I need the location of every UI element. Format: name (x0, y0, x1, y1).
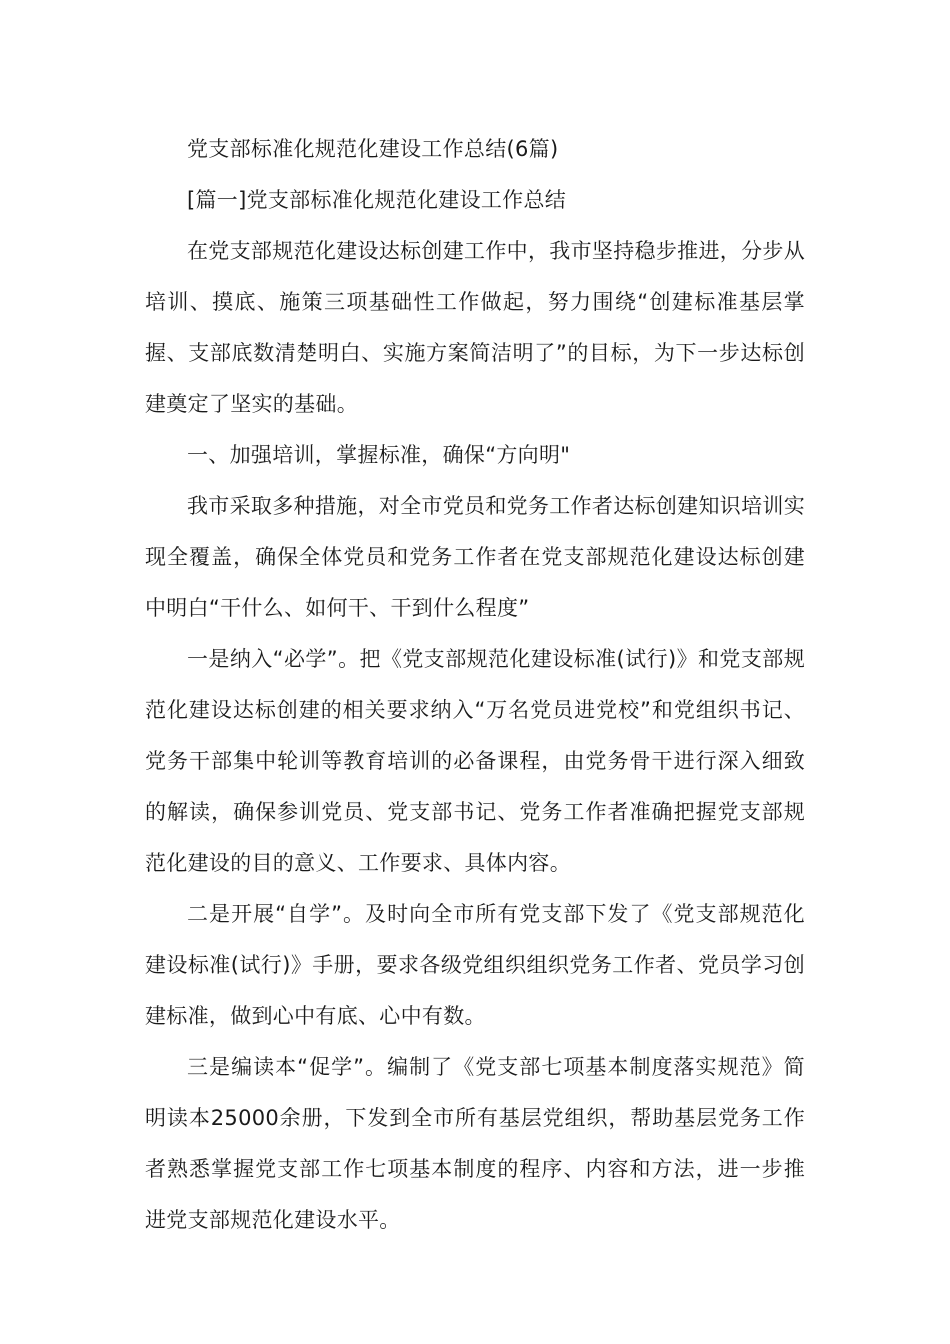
paragraph-heading-one: 一、加强培训，掌握标准，确保“方向明" (187, 443, 571, 467)
paragraph-reader-learn: 三是编读本“促学”。编制了《党支部七项基本制度落实规范》简明读本25000余册，下发到全市所有基层党组织，帮助基层党务工作者熟悉掌握党支部工作七项基本制度的程序、内容和方法，进一步推进党支部规范化建设水平。 (145, 1055, 805, 1232)
section-heading: [篇一]党支部标准化规范化建设工作总结 (187, 188, 567, 212)
document-body (145, 124, 805, 1246)
paragraph-self-learn: 二是开展“自学”。及时向全市所有党支部下发了《党支部规范化建设标准(试行)》手册，要求各级党组织组织党务工作者、党员学习创建标准，做到心中有底、心中有数。 (145, 902, 805, 1028)
paragraph-must-learn: 一是纳入“必学”。把《党支部规范化建设标准(试行)》和党支部规范化建设达标创建的相关要求纳入“万名党员进党校”和党组织书记、党务干部集中轮训等教育培训的必备课程，由党务骨干进行深入细致的解读，确保参训党员、党支部书记、党务工作者准确把握党支部规范化建设的目的意义、工作要求、具体内容。 (145, 647, 805, 875)
paragraph-measures: 我市采取多种措施，对全市党员和党务工作者达标创建知识培训实现全覆盖，确保全体党员和党务工作者在党支部规范化建设达标创建中明白“干什么、如何干、干到什么程度” (145, 494, 805, 620)
paragraph-intro: 在党支部规范化建设达标创建工作中，我市坚持稳步推进，分步从培训、摸底、施策三项基础性工作做起，努力围绕“创建标准基层掌握、支部底数清楚明白、实施方案简洁明了”的目标，为下一步达标创建奠定了坚实的基础。 (145, 239, 805, 416)
document-title: 党支部标准化规范化建设工作总结(6篇) (187, 137, 559, 161)
